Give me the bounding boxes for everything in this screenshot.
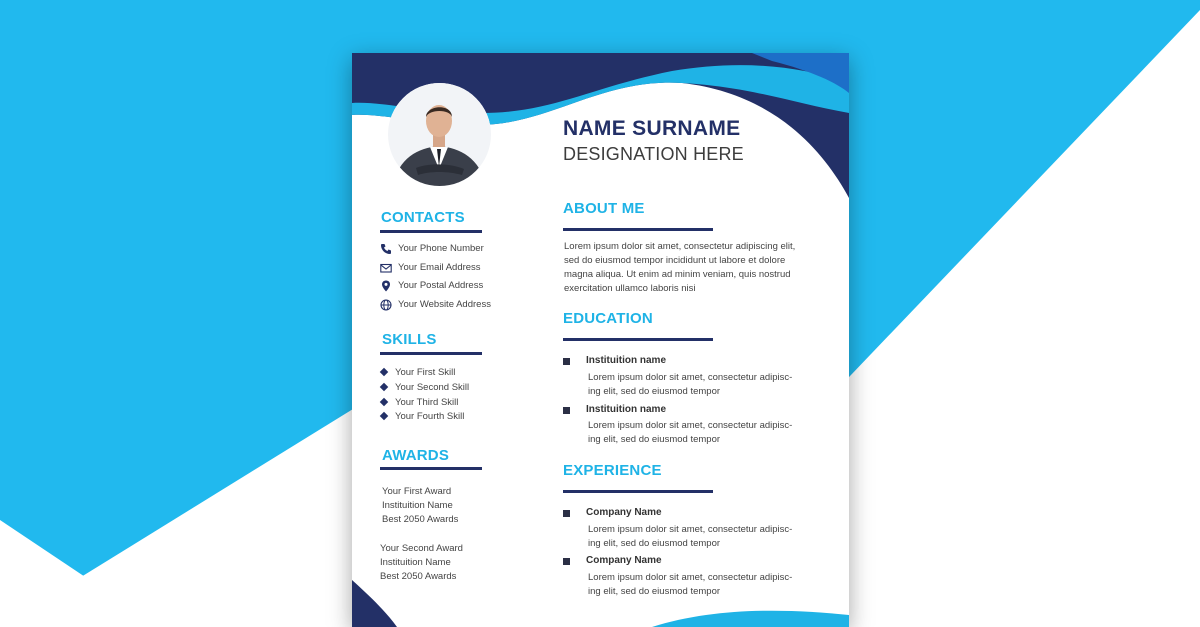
skill-item: Your First Skill xyxy=(381,367,469,382)
education-entry-title: Instituition name xyxy=(586,355,666,366)
experience-entry-title: Company Name xyxy=(586,507,662,518)
experience-entry-text: Lorem ipsum dolor sit amet, consectetur adipisc- ing elit, sed do eiusmod tempor xyxy=(588,524,793,549)
diamond-bullet-icon xyxy=(380,383,388,391)
contacts-list xyxy=(380,242,491,316)
experience-divider xyxy=(563,490,713,493)
award-item: Your First Award Instituition Name Best 2050 Awards xyxy=(382,486,459,525)
contact-website xyxy=(380,298,491,317)
education-title: EDUCATION xyxy=(563,310,653,327)
skill-item: Your Second Skill xyxy=(381,382,469,397)
awards-title: AWARDS xyxy=(382,447,450,464)
contact-email-label: Your Email Address xyxy=(398,261,481,273)
square-bullet-icon xyxy=(563,407,570,414)
about-text: Lorem ipsum dolor sit amet, consectetur adipiscing elit, sed do eiusmod tempor incididunt ut labore et dolore magna aliqua. Ut enim ad minim veniam, quis nostrud exercitation ullamco laboris nisi xyxy=(564,241,796,294)
education-entry-title: Instituition name xyxy=(586,404,666,415)
education-entry-text: Lorem ipsum dolor sit amet, consectetur adipisc- ing elit, sed do eiusmod tempor xyxy=(588,420,793,445)
contacts-title: CONTACTS xyxy=(381,209,465,226)
skills-list xyxy=(381,367,469,426)
education-divider xyxy=(563,338,713,341)
experience-title: EXPERIENCE xyxy=(563,462,662,479)
location-pin-icon xyxy=(380,280,392,292)
about-divider xyxy=(563,228,713,231)
award-item: Your Second Award Instituition Name Best 2050 Awards xyxy=(380,543,463,582)
skill-item: Your Fourth Skill xyxy=(381,411,469,426)
profile-photo xyxy=(388,83,491,186)
contact-address-label: Your Postal Address xyxy=(398,280,484,291)
contact-address xyxy=(380,279,491,298)
experience-entry-title: Company Name xyxy=(586,555,662,566)
square-bullet-icon xyxy=(563,510,570,517)
person-name: NAME SURNAME xyxy=(563,117,741,140)
contact-website-label: Your Website Address xyxy=(398,298,491,310)
email-icon xyxy=(380,262,392,274)
resume-sheet xyxy=(352,53,849,627)
square-bullet-icon xyxy=(563,358,570,365)
awards-divider xyxy=(380,467,482,470)
experience-entry-text: Lorem ipsum dolor sit amet, consectetur adipisc- ing elit, sed do eiusmod tempor xyxy=(588,572,793,597)
globe-icon xyxy=(380,299,392,311)
contacts-divider xyxy=(380,230,482,233)
contact-phone xyxy=(380,242,491,261)
education-entry-text: Lorem ipsum dolor sit amet, consectetur adipisc- ing elit, sed do eiusmod tempor xyxy=(588,372,793,397)
skills-title: SKILLS xyxy=(382,331,437,348)
diamond-bullet-icon xyxy=(380,368,388,376)
diamond-bullet-icon xyxy=(380,397,388,405)
diamond-bullet-icon xyxy=(380,412,388,420)
contact-email xyxy=(380,261,491,280)
skills-divider xyxy=(380,352,482,355)
designation: DESIGNATION HERE xyxy=(563,144,744,164)
contact-phone-label: Your Phone Number xyxy=(398,243,484,254)
phone-icon xyxy=(380,243,392,255)
square-bullet-icon xyxy=(563,558,570,565)
skill-item: Your Third Skill xyxy=(381,397,469,412)
about-title: ABOUT ME xyxy=(563,200,645,217)
person-avatar-icon xyxy=(388,83,491,186)
